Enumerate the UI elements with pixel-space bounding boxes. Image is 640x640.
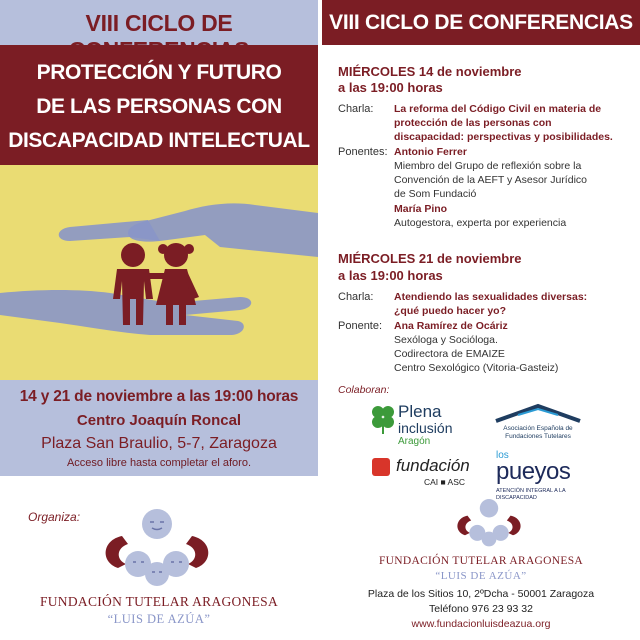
session2-charla-label: Charla: <box>338 291 374 303</box>
foundation-logo-small-icon <box>449 497 529 549</box>
plena-inclusion-logo <box>370 402 480 450</box>
foundation-subname-left: “LUIS DE AZÚA” <box>107 612 211 626</box>
foundation-name-left: FUNDACIÓN TUTELAR ARAGONESA <box>39 594 279 609</box>
right-panel <box>322 0 640 640</box>
clover-icon <box>370 404 396 434</box>
session1-date: MIÉRCOLES 14 de noviembre <box>338 64 522 79</box>
speaker3-name: Ana Ramírez de Ocáriz <box>394 320 508 332</box>
event-dates: 14 y 21 de noviembre a las 19:00 horas <box>19 388 299 405</box>
session2-title-line-2: ¿qué puedo hacer yo? <box>394 305 507 317</box>
session1-title-line-3: discapacidad: perspectivas y posibilidades. <box>394 131 613 143</box>
hands-children-illustration <box>0 165 318 380</box>
left-header-band <box>0 0 318 45</box>
foundation-subname-right: “LUIS DE AZÚA” <box>435 570 527 582</box>
colaboran-label: Colaboran: <box>338 384 390 396</box>
speaker1-name: Antonio Ferrer <box>394 146 467 158</box>
session1-title-line-2: protección de las personas con <box>394 117 552 129</box>
session1-title-line-1: La reforma del Código Civil en materia de <box>394 103 602 115</box>
pueyos-los: los <box>496 450 509 461</box>
roof-icon <box>488 403 588 425</box>
fundacion-cai-logo <box>372 456 482 488</box>
event-info-band <box>0 380 318 476</box>
session1-ponentes-label: Ponentes: <box>338 146 388 158</box>
main-title-line-3: DISCAPACIDAD INTELECTUAL <box>8 129 310 152</box>
fundacion-sub: CAI ■ ASC <box>424 477 466 487</box>
main-title-line-2: DE LAS PERSONAS CON <box>36 95 282 118</box>
aeft-logo <box>488 403 588 445</box>
session2-date: MIÉRCOLES 21 de noviembre <box>338 251 522 266</box>
foundation-name-right: FUNDACIÓN TUTELAR ARAGONESA <box>378 555 584 567</box>
pueyos-word: pueyos <box>496 458 571 485</box>
speaker1-desc-line-3: de Som Fundació <box>394 188 477 200</box>
access-note: Acceso libre hasta completar el aforo. <box>66 457 252 469</box>
event-address: Plaza San Braulio, 5-7, Zaragoza <box>41 435 277 452</box>
session2-ponente-label: Ponente: <box>338 320 383 332</box>
session1-charla-label: Charla: <box>338 103 374 115</box>
session2-title-line-1: Atendiendo las sexualidades diversas: <box>394 291 588 303</box>
event-venue: Centro Joaquín Roncal <box>76 412 242 429</box>
speaker1-desc-line-1: Miembro del Grupo de reflexión sobre la <box>394 160 582 172</box>
hands-children-icon <box>0 165 318 380</box>
speaker2-desc: Autogestora, experta por experiencia <box>394 217 567 229</box>
cai-square-icon <box>372 458 390 476</box>
main-title-line-1: PROTECCIÓN Y FUTURO <box>36 61 282 84</box>
contact-address: Plaza de los Sitios 10, 2ºDcha - 50001 Zaragoza <box>367 588 595 600</box>
speaker2-name: María Pino <box>394 203 448 215</box>
pueyos-sub: ATENCIÓN INTEGRAL A LA DISCAPACIDAD <box>496 488 566 501</box>
session1-time: a las 19:00 horas <box>338 80 443 95</box>
organiza-label: Organiza: <box>28 510 81 524</box>
main-title-band <box>0 45 318 165</box>
left-panel <box>0 0 318 640</box>
left-header-title: VIII CICLO DE <box>85 10 233 36</box>
contact-website[interactable]: www.fundacionluisdeazua.org <box>411 618 551 630</box>
contact-phone: Teléfono 976 23 93 32 <box>429 603 533 615</box>
fundacion-word: fundación <box>396 456 470 475</box>
speaker3-desc-line-3: Centro Sexológico (Vitoria-Gasteiz) <box>394 362 559 374</box>
foundation-logo-icon <box>92 506 222 590</box>
right-header-band <box>322 0 640 45</box>
los-pueyos-logo <box>496 450 588 501</box>
speaker3-desc-line-1: Sexóloga y Socióloga. <box>394 334 498 346</box>
speaker1-desc-line-2: Convención de la AEFT y Asesor Jurídico <box>394 174 587 186</box>
aeft-text: Asociación Española de Fundaciones Tutelares <box>503 425 573 440</box>
plena-word: Plena <box>398 402 442 421</box>
inclusion-word: inclusión <box>398 420 453 436</box>
session2-time: a las 19:00 horas <box>338 268 443 283</box>
speaker3-desc-line-2: Codirectora de EMAIZE <box>394 348 505 360</box>
right-header-title: VIII CICLO DE CONFERENCIAS <box>329 11 633 34</box>
aragon-word: Aragón <box>398 436 431 447</box>
